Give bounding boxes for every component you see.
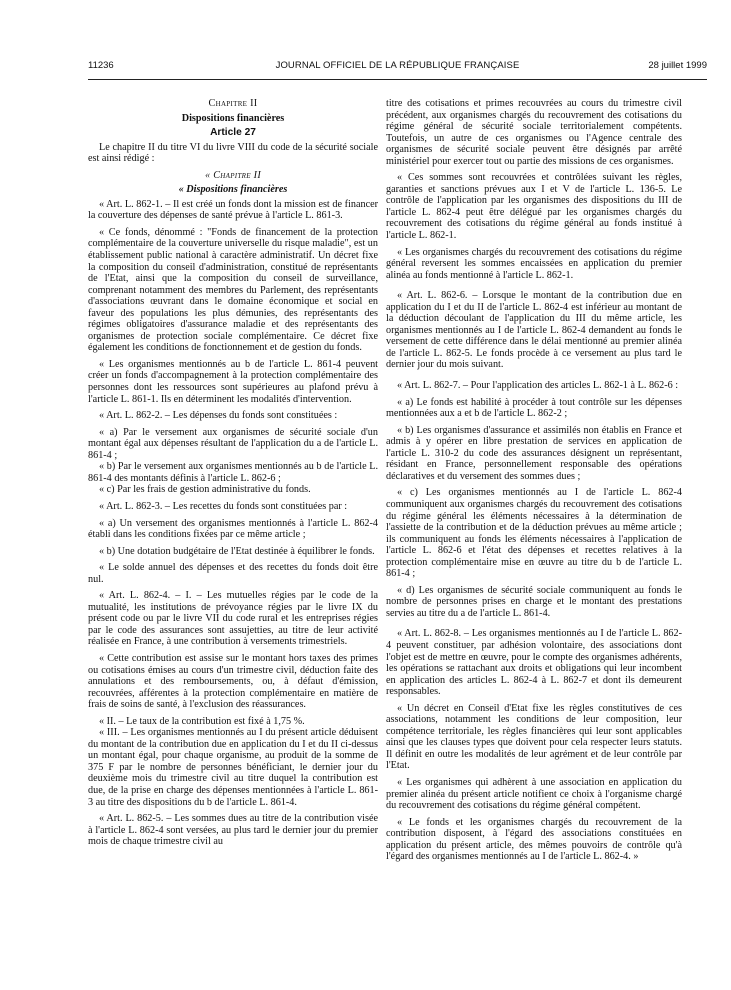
paragraph: « b) Par le versement aux organismes mentionnés au b de l'article L. 861-4 des montants définis à l'article L. 862-6 ; <box>88 461 378 484</box>
paragraph: « Art. L. 862-4. – I. – Les mutuelles régies par le code de la mutualité, les institutions de prévoyance régies par le livre IX du présent code ou par le livre VII du code rural et les entreprises régies par le code des assurances sont assujetties, au titre de leur activité réalisée en France, à une contribution à versements trimestriels. <box>88 590 378 648</box>
paragraph: « Le solde annuel des dépenses et des recettes du fonds doit être nul. <box>88 562 378 585</box>
right-column <box>386 98 682 868</box>
paragraph: « b) Une dotation budgétaire de l'Etat destinée à équilibrer le fonds. <box>99 545 375 557</box>
paragraph: « II. – Le taux de la contribution est fixé à 1,75 %. <box>99 715 305 727</box>
paragraph: « Les organismes qui adhèrent à une association en application du premier alinéa du présent article notifient ce choix à l'organisme chargé du recouvrement des cotisations du régime général compétent. <box>386 776 682 812</box>
chapter-heading: Chapitre II <box>208 98 258 109</box>
quoted-title: « Dispositions financières <box>178 184 288 196</box>
paragraph: « a) Un versement des organismes mentionnés à l'article L. 862-4 établi dans les conditions fixées par ce même article ; <box>88 517 378 541</box>
paragraph: « a) Par le versement aux organismes de sécurité sociale d'un montant égal aux dépenses résultant de l'application du a de l'article L. 861-4 ; <box>88 426 378 461</box>
article-title: Article 27 <box>210 127 256 139</box>
paragraph: « c) Les organismes mentionnés au I de l'article L. 862-4 communiquent aux organismes chargés du recouvrement des cotisations du régime général les éléments nécessaires à la détermination de l'assiette de la contribution et de la déduction prévues au même article ; ils communiquent au fonds les éléments nécessaires à l'application de l'article L. 862-6 et l'état des dépenses et recettes relatives à la protection complémentaire mise en œuvre au titre du b de l'article L. 861-4 ; <box>386 487 682 580</box>
section-title: Dispositions financières <box>181 112 285 124</box>
publication-date: 28 juillet 1999 <box>648 60 707 71</box>
paragraph: « a) Le fonds est habilité à procéder à tout contrôle sur les dépenses mentionnées aux a et b de l'article L. 862-2 ; <box>386 396 682 420</box>
paragraph: « Art. L. 862-3. – Les recettes du fonds sont constituées par : <box>99 500 348 512</box>
paragraph: « Ce fonds, dénommé : "Fonds de financement de la protection complémentaire de la couverture universelle du risque maladie", est un établissement public national à caractère administratif. Un décret fixe la composition du conseil d'administration, constitué de représentants de l'Etat, ainsi que la composition du conseil de surveillance, comprenant notamment des membres du Parlement, des représentants d'associations œuvrant dans le domaine économique et social en faveur des populations les plus démunies, des représentants des régimes obligatoires d'assurance maladie et des représentants des organismes de protection sociale complémentaire. Ce décret fixe également les conditions de fonctionnement et de gestion du fonds. <box>88 226 378 354</box>
paragraph: « Art. L. 862-5. – Les sommes dues au titre de la contribution visée à l'article L. 862-4 sont versées, au plus tard le dernier jour du premier mois de chaque trimestre civil au <box>88 813 378 848</box>
paragraph: « Les organismes mentionnés au b de l'article L. 861-4 peuvent créer un fonds d'accompagnement à la protection complémentaire des personnes dont les ressources sont supérieures au plafond prévu à l'article L. 861-1. Ils en déterminent les modalités d'intervention. <box>88 358 378 405</box>
paragraph: « Art. L. 862-6. – Lorsque le montant de la contribution due en application du I et du II de l'article L. 862-4 est inférieur au montant de la déduction découlant de l'application du III du même article, les organismes mentionnés au I de l'article L. 862-4 demandent au fonds le versement de cette différence dans le délai mentionné au premier alinéa de l'article L. 862-5. Le fonds procède à ce versement au plus tard le dernier jour du mois suivant. <box>386 290 682 371</box>
page-header <box>88 60 707 74</box>
paragraph: « d) Les organismes de sécurité sociale communiquent au fonds le nombre de personnes prises en charge et le montant des prestations servies au titre du a de l'article L. 861-4. <box>386 584 682 619</box>
paragraph: « Art. L. 862-8. – Les organismes mentionnés au I de l'article L. 862-4 peuvent constituer, par adhésion volontaire, des associations dont l'objet est de mettre en œuvre, pour le compte des organismes adhérents, les opérations se rattachant aux droits et obligations qui leur incombent en application des articles L. 862-4 à L. 862-7 et dont ils demeurent responsables. <box>386 628 682 698</box>
paragraph: « c) Par les frais de gestion administrative du fonds. <box>99 484 311 496</box>
paragraph: « Cette contribution est assise sur le montant hors taxes des primes ou cotisations émises au cours d'un trimestre civil, déduction faite des annulations et des remboursements, ou, à défaut d'émission, recouvrées, afférentes à la protection complémentaire en matière de frais de soins de santé, à l'exclusion des réassurances. <box>88 652 378 711</box>
left-column <box>88 98 378 853</box>
paragraph: « b) Les organismes d'assurance et assimilés non établis en France et admis à y opérer en libre prestation de services en application de l'article L. 310-2 du code des assurances désignent un représentant, résidant en France, personnellement responsable des opérations déclaratives et du versement des sommes dues ; <box>386 424 682 482</box>
journal-title: JOURNAL OFFICIEL DE LA RÉPUBLIQUE FRANÇAISE <box>275 60 520 71</box>
paragraph: « Ces sommes sont recouvrées et contrôlées suivant les règles, garanties et sanctions prévues aux I et V de l'article L. 136-5. Le contrôle de l'application par les organismes des dispositions du III de l'article L. 862-4 peut être délégué par les organismes chargés du recouvrement des cotisations du régime général au fonds institué à l'article L. 862-1. <box>386 172 682 242</box>
paragraph: « Art. L. 862-1. – Il est créé un fonds dont la mission est de financer la couverture des dépenses de santé prévue à l'article L. 861-3. <box>88 198 378 222</box>
paragraph: « Un décret en Conseil d'Etat fixe les règles constitutives de ces associations, notamment les conditions de leur composition, leur compétence territoriale, les règles financières qui leur sont applicables ainsi que les clauses types que doivent pour cela respecter leurs statuts. Il définit en outre les modalités de leur agrément et de leur contrôle par l'Etat. <box>386 702 682 772</box>
paragraph: « Les organismes chargés du recouvrement des cotisations du régime général reversent les sommes encaissées en application du premier alinéa au fonds mentionné à l'article L. 862-1. <box>386 246 682 281</box>
intro-paragraph: Le chapitre II du titre VI du livre VIII du code de la sécurité sociale est ainsi rédigé : <box>88 141 378 165</box>
paragraph: titre des cotisations et primes recouvrées au cours du trimestre civil précédent, aux organismes chargés du recouvrement des cotisations du régime général de sécurité sociale territorialement compétents. Toutefois, un autre de ces organismes ou l'Agence centrale des organismes de sécurité sociale peuvent être désignés par arrêté ministériel pour exercer tout ou partie des missions de ces organismes. <box>386 98 682 167</box>
quoted-chapter: « Chapitre II <box>204 169 262 181</box>
paragraph: « Art. L. 862-2. – Les dépenses du fonds sont constituées : <box>99 410 338 422</box>
paragraph: « Le fonds et les organismes chargés du recouvrement de la contribution disposent, à l'égard des associations constituées en application du présent article, des mêmes pouvoirs de contrôle qu'à l'égard des organismes mentionnés au I de l'article L. 862-4. » <box>386 816 682 863</box>
page-number: 11236 <box>88 60 114 71</box>
paragraph: « Art. L. 862-7. – Pour l'application des articles L. 862-1 à L. 862-6 : <box>397 380 679 392</box>
header-rule <box>88 79 707 80</box>
paragraph: « III. – Les organismes mentionnés au I du présent article déduisent du montant de la contribution due en application du I et du II ci-dessus un montant égal, pour chaque organisme, au produit de la somme de 375 F par le nombre de personnes bénéficiant, le dernier jour du deuxième mois du trimestre civil au titre duquel la contribution est due, de la prise en charge des dépenses mentionnées à l'article L. 861-3 au titre des dispositions du b de l'article L. 861-4. <box>88 727 378 808</box>
